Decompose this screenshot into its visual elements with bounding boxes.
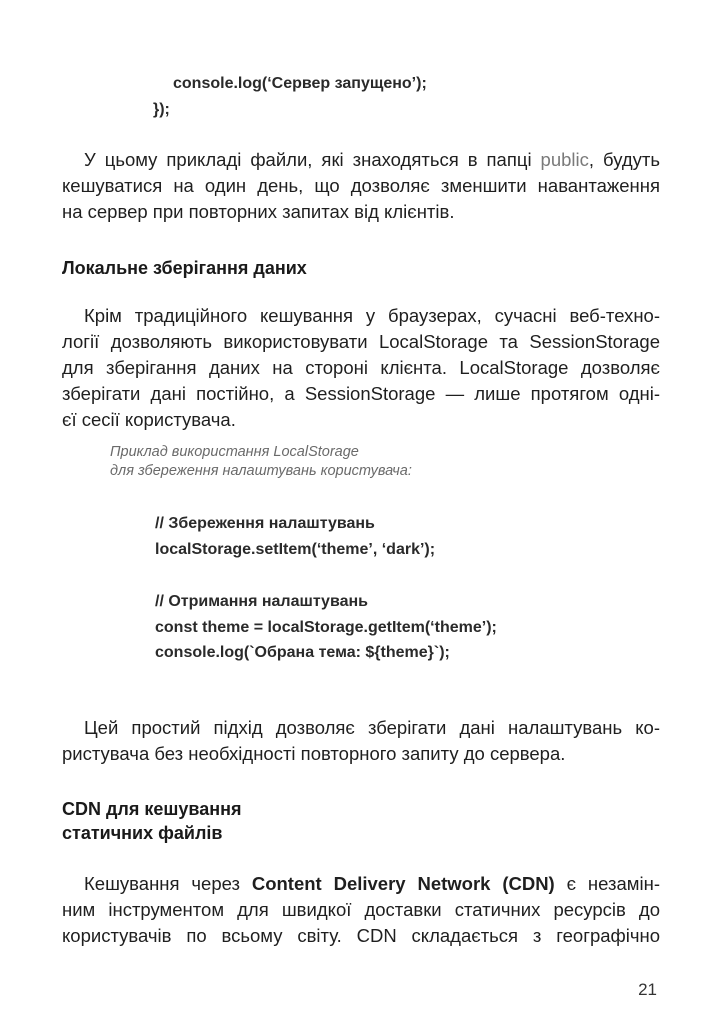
code-comment-get: // Отримання налаштувань	[155, 593, 368, 610]
paragraph-line: логії дозволяють використовувати LocalStorage та SessionStorage	[62, 331, 660, 352]
caption-line: Приклад використання LocalStorage	[110, 444, 359, 460]
text-fragment: У цьому прикладі файли, які знаходяться в папці	[84, 149, 541, 170]
paragraph-line: зберігати дані постійно, а SessionStorage — лише протягом одні-	[62, 383, 660, 404]
text-fragment: , будуть	[588, 149, 660, 170]
paragraph-line: Цей простий підхід дозволяє зберігати дані налаштувань ко-	[84, 717, 660, 738]
heading-line: CDN для кешування	[62, 799, 242, 819]
paragraph-local-storage	[62, 303, 660, 433]
code-comment-save: // Збереження налаштувань	[155, 515, 375, 532]
section-heading-cdn	[62, 797, 241, 845]
paragraph-line	[62, 147, 660, 173]
caption-line: для збереження налаштувань користувача:	[110, 463, 412, 479]
paragraph-line: кешуватися на один день, що дозволяє зменшити навантаження	[62, 175, 660, 196]
paragraph-line: для зберігання даних на стороні клієнта. LocalStorage дозволяє	[62, 357, 660, 378]
code-line-getitem: const theme = localStorage.getItem(‘theme’);	[155, 619, 497, 636]
text-fragment: Кешування через	[84, 873, 252, 894]
paragraph-public-caching	[62, 147, 660, 225]
code-line-console-log-theme: console.log(`Обрана тема: ${theme}`);	[155, 644, 450, 661]
code-line-setitem: localStorage.setItem(‘theme’, ‘dark’);	[155, 541, 436, 558]
paragraph-line: на сервер при повторних запитах від клієнтів.	[62, 201, 455, 222]
paragraph-simple-approach	[62, 715, 660, 767]
paragraph-line: користувачів по всьому світу. CDN складається з географічно	[62, 925, 660, 946]
example-caption	[110, 443, 412, 481]
paragraph-line: Крім традиційного кешування у браузерах, сучасні веб-техно-	[84, 305, 660, 326]
code-line-console-log: console.log(‘Сервер запущено’);	[173, 75, 427, 92]
page-number: 21	[638, 980, 657, 999]
paragraph-cdn	[62, 871, 660, 949]
heading-line: статичних файлів	[62, 823, 223, 843]
section-heading-local-storage: Локальне зберігання даних	[62, 258, 307, 278]
cdn-term: Content Delivery Network (CDN)	[251, 873, 555, 894]
paragraph-line: ним інструментом для швидкої доставки статичних ресурсів до	[62, 899, 660, 920]
code-line-closing: });	[153, 101, 170, 118]
paragraph-line	[62, 871, 660, 897]
paragraph-line: ристувача без необхідності повторного запиту до сервера.	[62, 743, 566, 764]
text-fragment: є незамін-	[554, 873, 660, 894]
paragraph-line: єї сесії користувача.	[62, 409, 236, 430]
public-folder-term: public	[540, 149, 589, 170]
